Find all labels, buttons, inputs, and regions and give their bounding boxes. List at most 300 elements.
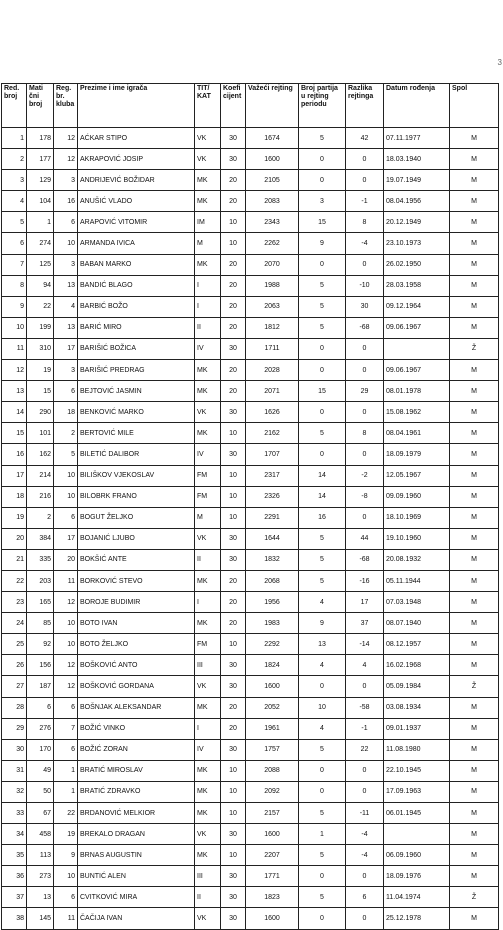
cell-rejting: 2326 <box>246 486 299 507</box>
cell-datum-rodjenja: 16.02.1968 <box>384 655 450 676</box>
cell-maticni-broj: 335 <box>27 549 54 570</box>
cell-player-name: BARIĆ MIRO <box>78 317 195 338</box>
cell-datum-rodjenja: 06.09.1960 <box>384 845 450 866</box>
cell-broj-partija: 0 <box>299 444 346 465</box>
table-row <box>2 866 499 887</box>
cell-koeficijent: 10 <box>221 760 246 781</box>
cell-datum-rodjenja: 09.01.1937 <box>384 718 450 739</box>
cell-player-name: ARAPOVIĆ VITOMIR <box>78 212 195 233</box>
cell-red-broj: 25 <box>2 634 27 655</box>
cell-spol: M <box>450 423 499 444</box>
cell-reg-br-kluba: 12 <box>54 128 78 149</box>
cell-koeficijent: 10 <box>221 212 246 233</box>
cell-datum-rodjenja: 17.09.1963 <box>384 781 450 802</box>
cell-spol: M <box>450 528 499 549</box>
cell-koeficijent: 20 <box>221 170 246 191</box>
cell-player-name: BOŽIĆ VINKO <box>78 718 195 739</box>
cell-rejting: 2083 <box>246 191 299 212</box>
cell-rejting: 2262 <box>246 233 299 254</box>
cell-razlika: 6 <box>346 887 384 908</box>
header-datum-rodjenja: Datum rođenja <box>384 84 450 128</box>
cell-spol: M <box>450 360 499 381</box>
cell-rejting: 2068 <box>246 570 299 591</box>
cell-tit-kat: MK <box>195 613 221 634</box>
cell-player-name: ANUŠIĆ VLADO <box>78 191 195 212</box>
cell-razlika: 30 <box>346 296 384 317</box>
cell-broj-partija: 0 <box>299 360 346 381</box>
rating-table <box>1 83 499 930</box>
cell-koeficijent: 20 <box>221 592 246 613</box>
cell-maticni-broj: 129 <box>27 170 54 191</box>
table-row <box>2 845 499 866</box>
cell-razlika: -10 <box>346 275 384 296</box>
cell-rejting: 2092 <box>246 781 299 802</box>
cell-red-broj: 6 <box>2 233 27 254</box>
cell-maticni-broj: 384 <box>27 528 54 549</box>
cell-spol: M <box>450 486 499 507</box>
cell-datum-rodjenja: 18.09.1976 <box>384 866 450 887</box>
cell-razlika: 8 <box>346 423 384 444</box>
cell-red-broj: 15 <box>2 423 27 444</box>
cell-spol: M <box>450 570 499 591</box>
table-row <box>2 739 499 760</box>
cell-red-broj: 36 <box>2 866 27 887</box>
cell-rejting: 2088 <box>246 760 299 781</box>
cell-maticni-broj: 49 <box>27 760 54 781</box>
cell-red-broj: 13 <box>2 381 27 402</box>
cell-datum-rodjenja: 07.11.1977 <box>384 128 450 149</box>
cell-maticni-broj: 162 <box>27 444 54 465</box>
cell-reg-br-kluba: 10 <box>54 486 78 507</box>
cell-reg-br-kluba: 6 <box>54 697 78 718</box>
table-header-row <box>2 84 499 128</box>
cell-koeficijent: 30 <box>221 887 246 908</box>
cell-maticni-broj: 156 <box>27 655 54 676</box>
cell-broj-partija: 3 <box>299 191 346 212</box>
cell-razlika: -4 <box>346 233 384 254</box>
cell-player-name: BABAN MARKO <box>78 254 195 275</box>
table-row <box>2 465 499 486</box>
cell-red-broj: 29 <box>2 718 27 739</box>
cell-spol: M <box>450 549 499 570</box>
cell-spol: M <box>450 254 499 275</box>
cell-reg-br-kluba: 11 <box>54 570 78 591</box>
cell-broj-partija: 5 <box>299 803 346 824</box>
cell-razlika: 4 <box>346 655 384 676</box>
cell-player-name: BARBIĆ BOŽO <box>78 296 195 317</box>
header-red-broj: Red. broj <box>2 84 27 128</box>
cell-tit-kat: II <box>195 317 221 338</box>
cell-razlika: -16 <box>346 570 384 591</box>
cell-broj-partija: 5 <box>299 570 346 591</box>
cell-razlika: 29 <box>346 381 384 402</box>
cell-rejting: 1600 <box>246 908 299 929</box>
cell-spol: M <box>450 402 499 423</box>
cell-tit-kat: I <box>195 592 221 613</box>
cell-player-name: BOŠKOVIĆ GORDANA <box>78 676 195 697</box>
cell-razlika: 17 <box>346 592 384 613</box>
table-row <box>2 655 499 676</box>
cell-broj-partija: 0 <box>299 676 346 697</box>
cell-datum-rodjenja: 05.09.1984 <box>384 676 450 697</box>
page-number: 3 <box>497 58 502 67</box>
cell-broj-partija: 0 <box>299 338 346 359</box>
cell-reg-br-kluba: 7 <box>54 718 78 739</box>
cell-koeficijent: 10 <box>221 233 246 254</box>
cell-razlika: -1 <box>346 191 384 212</box>
table-row <box>2 760 499 781</box>
cell-player-name: BOTO IVAN <box>78 613 195 634</box>
cell-red-broj: 24 <box>2 613 27 634</box>
cell-maticni-broj: 199 <box>27 317 54 338</box>
cell-spol: M <box>450 655 499 676</box>
table-row <box>2 444 499 465</box>
cell-reg-br-kluba: 1 <box>54 760 78 781</box>
cell-koeficijent: 10 <box>221 423 246 444</box>
cell-reg-br-kluba: 20 <box>54 549 78 570</box>
cell-broj-partija: 14 <box>299 465 346 486</box>
cell-broj-partija: 5 <box>299 549 346 570</box>
cell-reg-br-kluba: 11 <box>54 908 78 929</box>
cell-red-broj: 9 <box>2 296 27 317</box>
cell-tit-kat: III <box>195 866 221 887</box>
cell-spol: M <box>450 465 499 486</box>
cell-spol: Ž <box>450 676 499 697</box>
cell-red-broj: 35 <box>2 845 27 866</box>
cell-reg-br-kluba: 17 <box>54 338 78 359</box>
cell-player-name: BORKOVIĆ STEVO <box>78 570 195 591</box>
cell-spol: M <box>450 760 499 781</box>
cell-spol: M <box>450 845 499 866</box>
cell-red-broj: 34 <box>2 824 27 845</box>
cell-spol: M <box>450 739 499 760</box>
cell-broj-partija: 15 <box>299 212 346 233</box>
cell-player-name: BILIŠKOV VJEKOSLAV <box>78 465 195 486</box>
cell-koeficijent: 30 <box>221 149 246 170</box>
cell-broj-partija: 0 <box>299 760 346 781</box>
cell-razlika: 0 <box>346 338 384 359</box>
cell-maticni-broj: 187 <box>27 676 54 697</box>
table-row <box>2 528 499 549</box>
cell-spol: M <box>450 381 499 402</box>
cell-razlika: 0 <box>346 908 384 929</box>
cell-player-name: BOKŠIĆ ANTE <box>78 549 195 570</box>
cell-razlika: 0 <box>346 760 384 781</box>
cell-reg-br-kluba: 6 <box>54 739 78 760</box>
cell-tit-kat: MK <box>195 423 221 444</box>
cell-razlika: 0 <box>346 781 384 802</box>
cell-tit-kat: FM <box>195 465 221 486</box>
cell-razlika: 0 <box>346 866 384 887</box>
cell-rejting: 1644 <box>246 528 299 549</box>
cell-broj-partija: 9 <box>299 233 346 254</box>
cell-razlika: 0 <box>346 507 384 528</box>
cell-maticni-broj: 177 <box>27 149 54 170</box>
cell-player-name: AKRAPOVIĆ JOSIP <box>78 149 195 170</box>
cell-tit-kat: VK <box>195 824 221 845</box>
cell-maticni-broj: 19 <box>27 360 54 381</box>
cell-tit-kat: M <box>195 233 221 254</box>
table-row <box>2 296 499 317</box>
cell-maticni-broj: 273 <box>27 866 54 887</box>
cell-koeficijent: 30 <box>221 655 246 676</box>
cell-player-name: BOGUT ŽELJKO <box>78 507 195 528</box>
table-row <box>2 592 499 613</box>
cell-spol: M <box>450 149 499 170</box>
cell-datum-rodjenja: 09.12.1964 <box>384 296 450 317</box>
cell-broj-partija: 0 <box>299 866 346 887</box>
cell-razlika: 0 <box>346 149 384 170</box>
cell-player-name: BUNTIĆ ALEN <box>78 866 195 887</box>
cell-datum-rodjenja: 08.01.1978 <box>384 381 450 402</box>
cell-player-name: BOJANIĆ LJUBO <box>78 528 195 549</box>
cell-player-name: ČAČIJA IVAN <box>78 908 195 929</box>
cell-reg-br-kluba: 10 <box>54 866 78 887</box>
cell-tit-kat: VK <box>195 128 221 149</box>
cell-rejting: 1988 <box>246 275 299 296</box>
cell-rejting: 1707 <box>246 444 299 465</box>
cell-broj-partija: 4 <box>299 655 346 676</box>
cell-broj-partija: 0 <box>299 908 346 929</box>
cell-koeficijent: 10 <box>221 803 246 824</box>
cell-datum-rodjenja: 18.09.1979 <box>384 444 450 465</box>
cell-broj-partija: 0 <box>299 254 346 275</box>
cell-reg-br-kluba: 12 <box>54 676 78 697</box>
cell-spol: M <box>450 507 499 528</box>
table-row <box>2 781 499 802</box>
cell-koeficijent: 30 <box>221 444 246 465</box>
cell-red-broj: 3 <box>2 170 27 191</box>
table-row <box>2 676 499 697</box>
cell-broj-partija: 5 <box>299 845 346 866</box>
cell-koeficijent: 20 <box>221 191 246 212</box>
table-row <box>2 549 499 570</box>
cell-datum-rodjenja: 08.07.1940 <box>384 613 450 634</box>
cell-spol: M <box>450 212 499 233</box>
cell-maticni-broj: 165 <box>27 592 54 613</box>
header-tit-kat: TIT/ KAT <box>195 84 221 128</box>
cell-broj-partija: 5 <box>299 128 346 149</box>
cell-koeficijent: 20 <box>221 296 246 317</box>
cell-broj-partija: 5 <box>299 739 346 760</box>
cell-red-broj: 2 <box>2 149 27 170</box>
cell-tit-kat: I <box>195 718 221 739</box>
cell-maticni-broj: 125 <box>27 254 54 275</box>
cell-spol: M <box>450 866 499 887</box>
cell-tit-kat: IV <box>195 444 221 465</box>
cell-rejting: 2207 <box>246 845 299 866</box>
cell-datum-rodjenja: 19.07.1949 <box>384 170 450 191</box>
cell-player-name: BARIŠIĆ BOŽICA <box>78 338 195 359</box>
cell-razlika: 37 <box>346 613 384 634</box>
cell-razlika: 0 <box>346 360 384 381</box>
cell-broj-partija: 5 <box>299 423 346 444</box>
cell-rejting: 1961 <box>246 718 299 739</box>
cell-broj-partija: 0 <box>299 149 346 170</box>
cell-razlika: 42 <box>346 128 384 149</box>
cell-maticni-broj: 94 <box>27 275 54 296</box>
cell-red-broj: 23 <box>2 592 27 613</box>
cell-koeficijent: 30 <box>221 549 246 570</box>
cell-rejting: 2157 <box>246 803 299 824</box>
cell-tit-kat: I <box>195 275 221 296</box>
cell-rejting: 1823 <box>246 887 299 908</box>
cell-spol: M <box>450 444 499 465</box>
header-reg-br-kluba: Reg. br. kluba <box>54 84 78 128</box>
cell-maticni-broj: 85 <box>27 613 54 634</box>
cell-broj-partija: 5 <box>299 275 346 296</box>
cell-rejting: 2071 <box>246 381 299 402</box>
cell-maticni-broj: 50 <box>27 781 54 802</box>
cell-tit-kat: IM <box>195 212 221 233</box>
table-row <box>2 887 499 908</box>
cell-spol: M <box>450 803 499 824</box>
cell-reg-br-kluba: 6 <box>54 381 78 402</box>
cell-red-broj: 19 <box>2 507 27 528</box>
table-row <box>2 170 499 191</box>
cell-maticni-broj: 104 <box>27 191 54 212</box>
cell-tit-kat: VK <box>195 676 221 697</box>
table-row <box>2 317 499 338</box>
cell-red-broj: 11 <box>2 338 27 359</box>
cell-koeficijent: 10 <box>221 465 246 486</box>
cell-rejting: 1956 <box>246 592 299 613</box>
cell-spol: M <box>450 128 499 149</box>
cell-broj-partija: 5 <box>299 528 346 549</box>
cell-rejting: 1600 <box>246 149 299 170</box>
table-row <box>2 233 499 254</box>
cell-reg-br-kluba: 10 <box>54 465 78 486</box>
cell-rejting: 1626 <box>246 402 299 423</box>
cell-red-broj: 14 <box>2 402 27 423</box>
cell-reg-br-kluba: 10 <box>54 233 78 254</box>
cell-koeficijent: 20 <box>221 697 246 718</box>
cell-broj-partija: 4 <box>299 718 346 739</box>
cell-rejting: 2070 <box>246 254 299 275</box>
cell-koeficijent: 30 <box>221 402 246 423</box>
cell-datum-rodjenja: 26.02.1950 <box>384 254 450 275</box>
cell-red-broj: 22 <box>2 570 27 591</box>
cell-maticni-broj: 290 <box>27 402 54 423</box>
cell-tit-kat: MK <box>195 845 221 866</box>
cell-razlika: 0 <box>346 444 384 465</box>
cell-tit-kat: MK <box>195 697 221 718</box>
cell-koeficijent: 10 <box>221 634 246 655</box>
cell-koeficijent: 30 <box>221 338 246 359</box>
cell-red-broj: 21 <box>2 549 27 570</box>
cell-reg-br-kluba: 12 <box>54 655 78 676</box>
cell-datum-rodjenja: 22.10.1945 <box>384 760 450 781</box>
cell-maticni-broj: 145 <box>27 908 54 929</box>
cell-red-broj: 33 <box>2 803 27 824</box>
cell-datum-rodjenja: 20.12.1949 <box>384 212 450 233</box>
cell-tit-kat: MK <box>195 781 221 802</box>
cell-reg-br-kluba: 1 <box>54 781 78 802</box>
cell-spol: Ž <box>450 887 499 908</box>
cell-reg-br-kluba: 3 <box>54 360 78 381</box>
cell-player-name: BILOBRK FRANO <box>78 486 195 507</box>
cell-rejting: 1600 <box>246 824 299 845</box>
cell-player-name: BRATIĆ MIROSLAV <box>78 760 195 781</box>
cell-razlika: -4 <box>346 845 384 866</box>
cell-rejting: 1983 <box>246 613 299 634</box>
table-row <box>2 507 499 528</box>
cell-red-broj: 30 <box>2 739 27 760</box>
cell-reg-br-kluba: 6 <box>54 887 78 908</box>
cell-koeficijent: 10 <box>221 486 246 507</box>
cell-koeficijent: 20 <box>221 613 246 634</box>
cell-datum-rodjenja: 11.04.1974 <box>384 887 450 908</box>
cell-maticni-broj: 13 <box>27 887 54 908</box>
cell-reg-br-kluba: 6 <box>54 212 78 233</box>
cell-tit-kat: MK <box>195 570 221 591</box>
cell-red-broj: 26 <box>2 655 27 676</box>
cell-tit-kat: MK <box>195 360 221 381</box>
cell-tit-kat: VK <box>195 402 221 423</box>
header-koeficijent: Koefi cijent <box>221 84 246 128</box>
table-row <box>2 149 499 170</box>
cell-datum-rodjenja: 28.03.1958 <box>384 275 450 296</box>
cell-player-name: BRATIĆ ZDRAVKO <box>78 781 195 802</box>
cell-rejting: 1711 <box>246 338 299 359</box>
cell-player-name: CVITKOVIĆ MIRA <box>78 887 195 908</box>
table-row <box>2 697 499 718</box>
cell-datum-rodjenja: 06.01.1945 <box>384 803 450 824</box>
table-row <box>2 275 499 296</box>
cell-maticni-broj: 2 <box>27 507 54 528</box>
cell-player-name: BERTOVIĆ MILE <box>78 423 195 444</box>
cell-broj-partija: 14 <box>299 486 346 507</box>
cell-broj-partija: 15 <box>299 381 346 402</box>
table-row <box>2 423 499 444</box>
header-maticni-broj: Mati čni broj <box>27 84 54 128</box>
table-row <box>2 381 499 402</box>
cell-maticni-broj: 101 <box>27 423 54 444</box>
cell-spol: M <box>450 634 499 655</box>
cell-spol: M <box>450 296 499 317</box>
cell-reg-br-kluba: 17 <box>54 528 78 549</box>
cell-player-name: BOŠNJAK ALEKSANDAR <box>78 697 195 718</box>
cell-player-name: BREKALO DRAGAN <box>78 824 195 845</box>
cell-koeficijent: 30 <box>221 908 246 929</box>
cell-reg-br-kluba: 6 <box>54 507 78 528</box>
cell-player-name: BARIŠIĆ PREDRAG <box>78 360 195 381</box>
cell-tit-kat: I <box>195 296 221 317</box>
cell-spol: M <box>450 781 499 802</box>
cell-maticni-broj: 6 <box>27 697 54 718</box>
cell-spol: M <box>450 613 499 634</box>
cell-rejting: 2291 <box>246 507 299 528</box>
cell-red-broj: 38 <box>2 908 27 929</box>
cell-koeficijent: 10 <box>221 845 246 866</box>
cell-spol: M <box>450 908 499 929</box>
cell-reg-br-kluba: 16 <box>54 191 78 212</box>
table-row <box>2 613 499 634</box>
cell-red-broj: 5 <box>2 212 27 233</box>
cell-player-name: BRNAS AUGUSTIN <box>78 845 195 866</box>
cell-reg-br-kluba: 13 <box>54 317 78 338</box>
cell-red-broj: 31 <box>2 760 27 781</box>
cell-broj-partija: 5 <box>299 887 346 908</box>
table-row <box>2 824 499 845</box>
table-row <box>2 570 499 591</box>
cell-broj-partija: 10 <box>299 697 346 718</box>
cell-datum-rodjenja: 11.08.1980 <box>384 739 450 760</box>
cell-tit-kat: II <box>195 549 221 570</box>
cell-razlika: -4 <box>346 824 384 845</box>
cell-red-broj: 10 <box>2 317 27 338</box>
cell-rejting: 1824 <box>246 655 299 676</box>
